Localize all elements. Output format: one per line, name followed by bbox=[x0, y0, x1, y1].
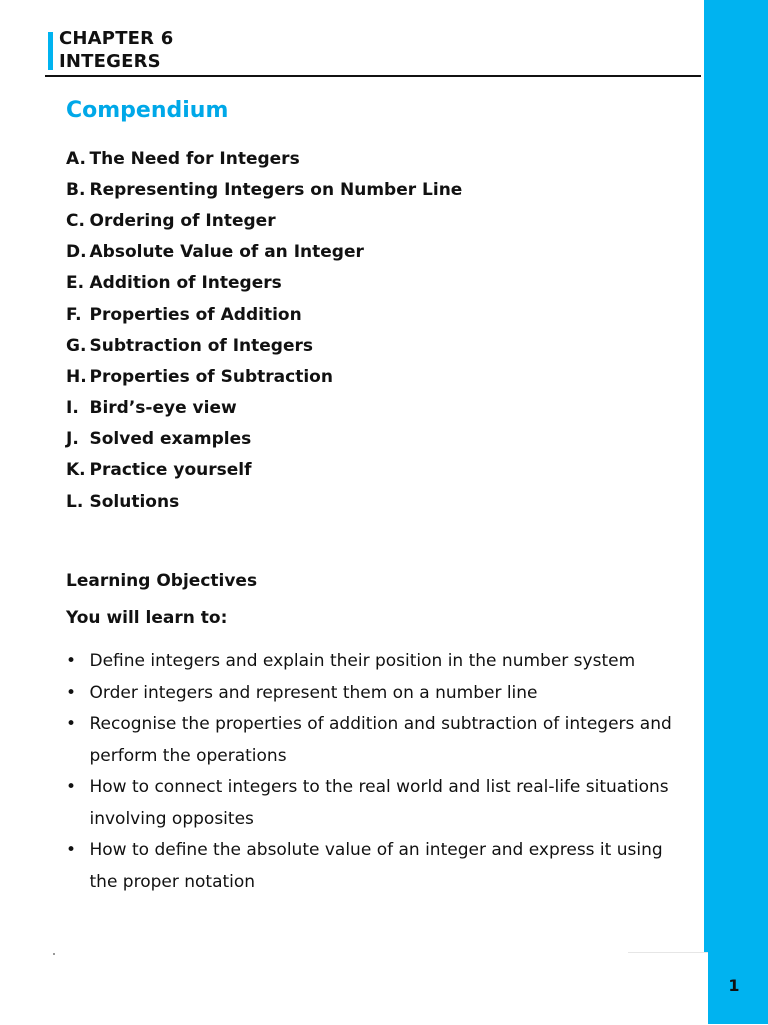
chapter-header bbox=[59, 27, 173, 73]
page-number: 1 bbox=[728, 976, 740, 995]
toc-letter: I. bbox=[66, 398, 79, 419]
bullet-icon bbox=[66, 772, 90, 804]
toc-item bbox=[66, 361, 462, 392]
bullet-icon bbox=[66, 678, 90, 710]
toc-item bbox=[66, 330, 462, 361]
objective-text: Define integers and explain their position in the number system bbox=[89, 651, 636, 671]
toc-letter: E. bbox=[66, 273, 85, 294]
compendium-list bbox=[66, 143, 462, 517]
toc-label: Absolute Value of an Integer bbox=[89, 242, 364, 263]
toc-item bbox=[66, 174, 462, 205]
bullet-icon bbox=[66, 709, 90, 741]
toc-item bbox=[66, 486, 462, 517]
toc-label: Solutions bbox=[89, 491, 180, 512]
toc-label: Solved examples bbox=[89, 429, 252, 450]
objective-text: How to define the absolute value of an integer and express it using the proper notation bbox=[89, 840, 663, 892]
toc-letter: J. bbox=[66, 429, 79, 450]
toc-label: The Need for Integers bbox=[89, 148, 300, 169]
toc-letter: F. bbox=[66, 304, 82, 325]
bullet-icon bbox=[66, 835, 90, 867]
toc-item bbox=[66, 237, 462, 268]
objective-item bbox=[66, 772, 686, 835]
toc-label: Representing Integers on Number Line bbox=[89, 179, 463, 200]
objective-item bbox=[66, 646, 686, 678]
toc-letter: K. bbox=[66, 460, 86, 481]
chapter-subject: INTEGERS bbox=[59, 51, 161, 72]
toc-letter: L. bbox=[66, 491, 84, 512]
objective-item bbox=[66, 835, 686, 898]
objectives-list bbox=[66, 646, 686, 898]
footer-dot bbox=[53, 953, 55, 955]
toc-label: Bird’s-eye view bbox=[89, 398, 237, 419]
side-color-band bbox=[704, 0, 768, 1024]
toc-letter: H. bbox=[66, 366, 87, 387]
objective-item bbox=[66, 678, 686, 710]
toc-label: Properties of Addition bbox=[89, 304, 302, 325]
toc-item bbox=[66, 299, 462, 330]
objective-text: Order integers and represent them on a number line bbox=[89, 682, 538, 703]
objective-text: How to connect integers to the real world and list real-life situations involving opposites bbox=[89, 777, 669, 829]
toc-letter: B. bbox=[66, 179, 86, 200]
learning-objectives-intro: You will learn to: bbox=[66, 608, 228, 628]
toc-item bbox=[66, 455, 462, 486]
header-accent-bar bbox=[48, 32, 53, 70]
toc-item bbox=[66, 205, 462, 236]
toc-label: Properties of Subtraction bbox=[89, 366, 333, 387]
chapter-number: CHAPTER 6 bbox=[59, 28, 174, 49]
toc-item bbox=[66, 143, 462, 174]
toc-item bbox=[66, 393, 462, 424]
toc-letter: C. bbox=[66, 210, 85, 231]
compendium-title: Compendium bbox=[66, 98, 229, 123]
learning-objectives-heading: Learning Objectives bbox=[66, 571, 258, 591]
toc-label: Ordering of Integer bbox=[89, 210, 276, 231]
toc-letter: G. bbox=[66, 335, 87, 356]
toc-letter: A. bbox=[66, 148, 86, 169]
toc-label: Addition of Integers bbox=[89, 273, 282, 294]
page-number-box bbox=[628, 952, 708, 1025]
objective-item bbox=[66, 709, 686, 772]
objective-text: Recognise the properties of addition and subtraction of integers and perform the operations bbox=[89, 714, 672, 766]
toc-label: Practice yourself bbox=[89, 460, 252, 481]
header-divider bbox=[45, 75, 701, 77]
toc-item bbox=[66, 268, 462, 299]
toc-item bbox=[66, 424, 462, 455]
bullet-icon bbox=[66, 646, 90, 678]
toc-label: Subtraction of Integers bbox=[89, 335, 314, 356]
toc-letter: D. bbox=[66, 242, 87, 263]
